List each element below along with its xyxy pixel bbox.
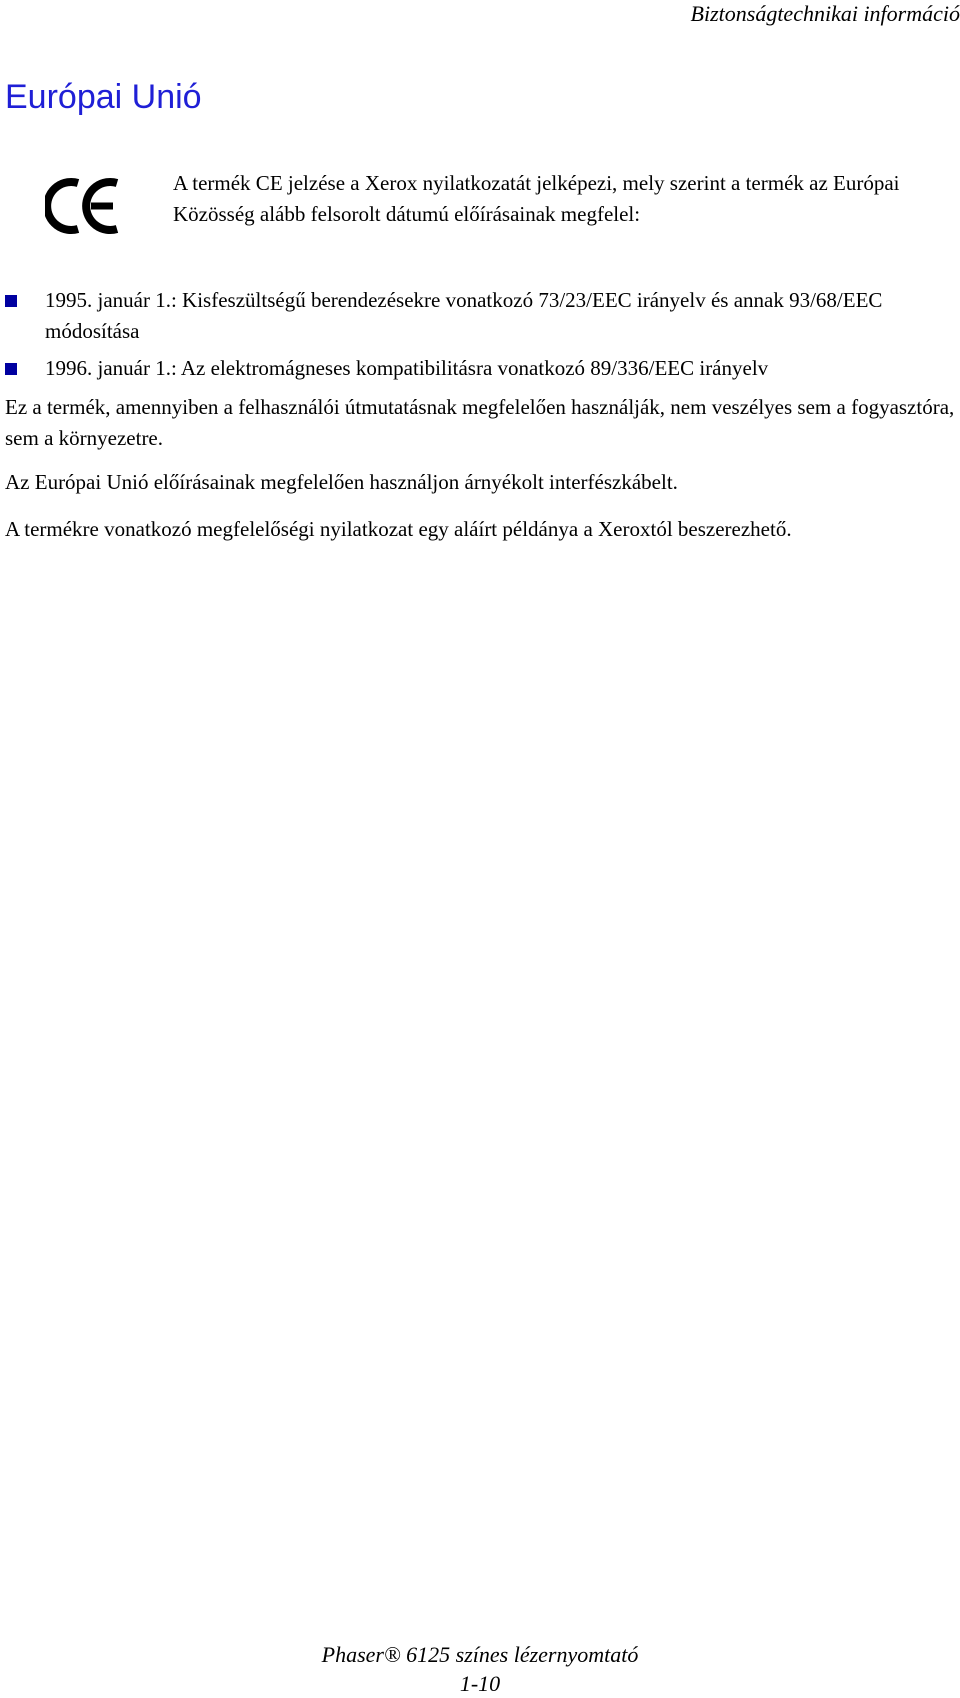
running-header: Biztonságtechnikai információ [690, 1, 960, 26]
square-bullet-icon [5, 295, 17, 307]
directive-text: 1996. január 1.: Az elektromágneses kompatibilitásra vonatkozó 89/336/EEC irányelv [45, 356, 769, 380]
section-title: Európai Unió [5, 78, 202, 116]
page-footer [230, 1640, 730, 1698]
footer-product-name: Phaser® 6125 színes lézernyomtató [321, 1642, 639, 1667]
list-item [0, 353, 950, 384]
page-number: 1-10 [459, 1671, 501, 1696]
ce-mark-icon [45, 175, 120, 237]
directive-list [0, 285, 950, 390]
cable-paragraph: Az Európai Unió előírásainak megfelelően használjon árnyékolt interfészkábelt. [5, 470, 678, 494]
ce-intro-text: A termék CE jelzése a Xerox nyilatkozatát jelképezi, mely szerint a termék az Európai Közösség alább felsorolt dátumú előírásainak megfelel: [173, 171, 900, 226]
square-bullet-icon [5, 363, 17, 375]
directive-text: 1995. január 1.: Kisfeszültségű berendezésekre vonatkozó 73/23/EEC irányelv és annak 93/68/EEC módosítása [45, 288, 883, 343]
list-item [0, 285, 950, 347]
safety-paragraph: Ez a termék, amennyiben a felhasználói útmutatásnak megfelelően használják, nem veszélyes sem a fogyasztóra, sem a környezetre. [5, 395, 955, 450]
declaration-paragraph: A termékre vonatkozó megfelelőségi nyilatkozat egy aláírt példánya a Xeroxtól beszerezhető. [5, 517, 792, 541]
